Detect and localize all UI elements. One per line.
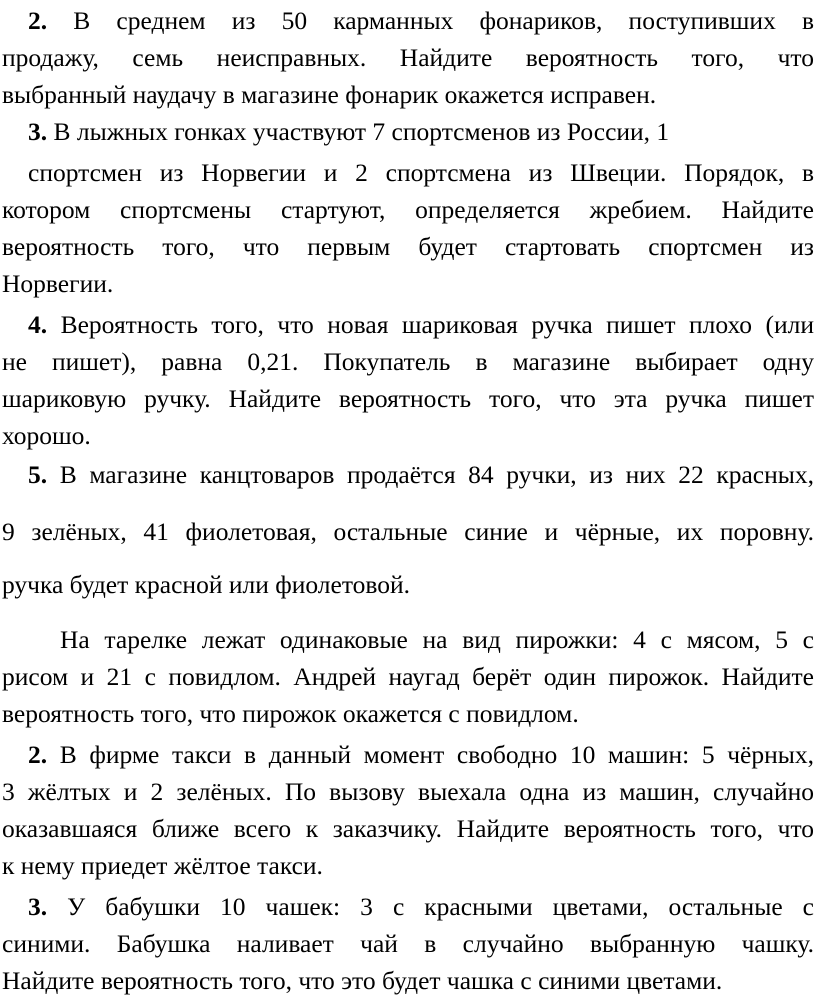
problem-number: 4. — [28, 310, 48, 339]
problem-line: вероятность того, что пирожок окажется с повидлом. — [2, 699, 579, 728]
problem-line: спортсмен из Норвегии и 2 спортсмена из Швеции. Порядок, в — [28, 158, 814, 187]
problem-line: 2. В фирме такси в данный момент свободно 10 машин: 5 чёрных, — [28, 740, 814, 769]
problem-line: 2. В среднем из 50 карманных фонариков, поступивших в — [28, 6, 815, 35]
problem-line: 3. В лыжных гонках участвуют 7 спортсменов из России, 1 — [28, 117, 670, 146]
problem-line: 5. В магазине канцтоваров продаётся 84 ручки, из них 22 красных, — [28, 460, 814, 489]
problem-line: 3 жёлтых и 2 зелёных. По вызову выехала одна из машин, случайно — [2, 777, 814, 806]
problem-number: 3. — [28, 117, 48, 146]
problem-line: шариковую ручку. Найдите вероятность того, что эта ручка пишет — [2, 384, 814, 413]
problem-line: 3. У бабушки 10 чашек: 3 с красными цветами, остальные с — [28, 892, 814, 921]
problem-line: На тарелке лежат одинаковые на вид пирожки: 4 с мясом, 5 с — [60, 625, 814, 654]
problem-number: 2. — [28, 740, 48, 769]
problem-line: 4. Вероятность того, что новая шариковая ручка пишет плохо (или — [28, 310, 815, 339]
problem-line: синими. Бабушка наливает чай в случайно выбранную чашку. — [2, 929, 814, 958]
problem-line: к нему приедет жёлтое такси. — [2, 851, 323, 880]
problem-number: 5. — [28, 460, 48, 489]
problem-number: 3. — [28, 892, 48, 921]
problem-line: Найдите вероятность того, что это будет чашка с синими цветами. — [2, 966, 723, 995]
problem-line: оказавшаяся ближе всего к заказчику. Найдите вероятность того, что — [2, 814, 814, 843]
problem-line: не пишет), равна 0,21. Покупатель в магазине выбирает одну — [2, 347, 814, 376]
problem-line: вероятность того, что первым будет стартовать спортсмен из — [2, 232, 814, 261]
problem-line: Норвегии. — [2, 269, 114, 298]
problem-line: котором спортсмены стартуют, определяется жребием. Найдите — [2, 195, 814, 224]
problem-line: продажу, семь неисправных. Найдите вероятность того, что — [2, 43, 814, 72]
problem-line: ручка будет красной или фиолетовой. — [2, 570, 411, 599]
problem-line: выбранный наудачу в магазине фонарик окажется исправен. — [2, 80, 657, 109]
problem-number: 2. — [28, 6, 48, 35]
problem-line: рисом и 21 с повидлом. Андрей наугад берёт один пирожок. Найдите — [2, 662, 814, 691]
problem-line: хорошо. — [2, 421, 91, 450]
problem-line: 9 зелёных, 41 фиолетовая, остальные синие и чёрные, их поровну. — [2, 517, 814, 546]
